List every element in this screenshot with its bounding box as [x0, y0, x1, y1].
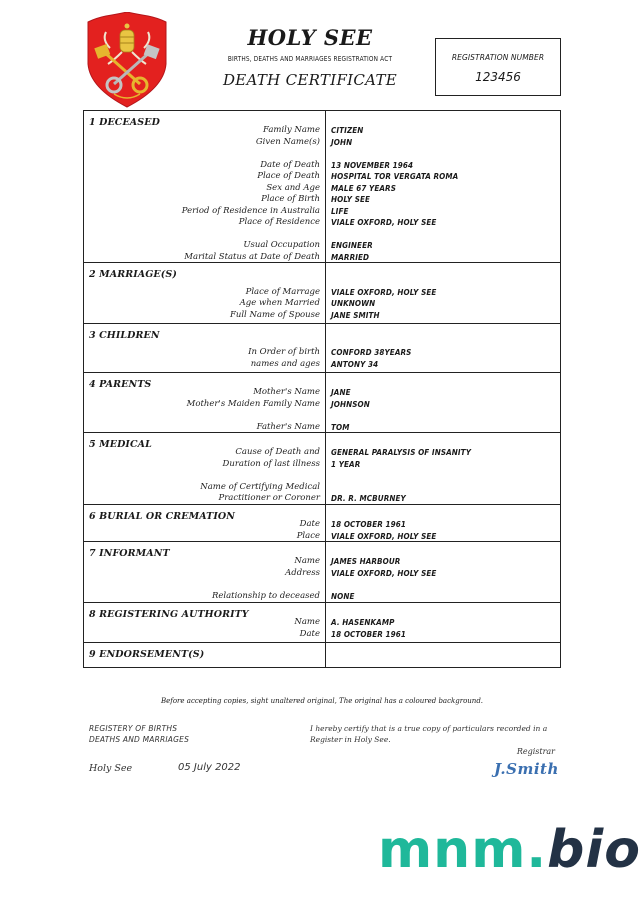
watermark-logo: [378, 818, 641, 882]
field-value: UNKNOWN: [331, 299, 376, 308]
section-title: 6 BURIAL OR CREMATION: [89, 511, 236, 522]
field-value: 1 YEAR: [331, 459, 361, 469]
field-value: HOSPITAL TOR VERGATA ROMA: [331, 172, 459, 181]
field-label: Date: [299, 628, 320, 639]
watermark-part-2: bio: [547, 820, 641, 880]
field-label: Mother's Name: [253, 387, 320, 397]
registration-number-label: REGISTRATION NUMBER: [451, 53, 545, 62]
field-label: Name of Certifying Medical: [200, 481, 320, 492]
field-label: Cause of Death and: [235, 447, 320, 457]
section-labels-cell: [84, 324, 326, 372]
registry-line-1: REGISTERY OF BIRTHS: [89, 724, 178, 733]
registration-act: BIRTHS, DEATHS AND MARRIAGES REGISTRATION ACT: [227, 55, 393, 63]
field-label: Father's Name: [256, 421, 320, 432]
issue-place: Holy See: [89, 763, 133, 774]
copy-notice: Before accepting copies, sight unaltered original, The original has a coloured background.: [160, 697, 484, 705]
spacer: [89, 229, 320, 241]
section-title: 8 REGISTERING AUTHORITY: [89, 609, 249, 620]
section-values-cell: [326, 505, 560, 541]
section-title: 2 MARRIAGE(S): [89, 269, 177, 280]
section-labels-cell: [84, 373, 326, 432]
certificate-section: [84, 111, 560, 263]
field-label: Name: [294, 617, 320, 627]
field-value: VIALE OXFORD, HOLY SEE: [331, 287, 437, 297]
field-label: Date of Death: [260, 159, 320, 170]
field-label: Place: [296, 530, 320, 541]
field-label: Given Name(s): [255, 136, 320, 147]
spacer: [89, 470, 320, 482]
field-value: [331, 482, 555, 494]
certificate-header: [200, 24, 420, 90]
spacer: [331, 148, 555, 160]
section-values-cell: [326, 373, 560, 432]
field-value: 18 OCTOBER 1961: [331, 629, 406, 639]
field-label: Place of Residence: [238, 217, 320, 227]
registration-number-box: [435, 38, 561, 96]
section-values-cell: [326, 542, 560, 602]
section-labels-cell: [84, 433, 326, 504]
field-value: JANE: [331, 388, 351, 397]
field-label: names and ages: [250, 358, 320, 369]
field-value: NONE: [331, 591, 355, 601]
holy-see-crest-icon: [84, 12, 170, 108]
section-values-cell: [326, 111, 560, 262]
field-value: 18 OCTOBER 1961: [331, 520, 406, 529]
field-label: Sex and Age: [266, 182, 320, 193]
section-values-cell: [326, 433, 560, 504]
field-label: Practitioner or Coroner: [218, 493, 320, 503]
certificate-section: [84, 433, 560, 505]
section-title: 9 ENDORSEMENT(S): [89, 649, 205, 660]
field-label: Date: [299, 519, 320, 529]
document-type: DEATH CERTIFICATE: [222, 71, 398, 89]
field-value: TOM: [331, 422, 350, 432]
field-value: DR. R. MCBURNEY: [331, 494, 406, 503]
field-value: A. HASENKAMP: [331, 618, 395, 627]
field-value: MALE 67 YEARS: [331, 183, 396, 193]
field-value: VIALE OXFORD, HOLY SEE: [331, 218, 437, 227]
field-label: Age when Married: [239, 298, 320, 308]
field-label: Name: [294, 556, 320, 566]
registry-line-2: DEATHS AND MARRIAGES: [89, 734, 190, 744]
field-value: LIFE: [331, 206, 349, 216]
section-title: 1 DECEASED: [89, 117, 160, 128]
spacer: [89, 579, 320, 591]
field-label: Period of Residence in Australia: [181, 205, 320, 216]
field-label: In Order of birth: [248, 347, 320, 357]
certificate-table: [83, 110, 561, 668]
watermark-part-1: mnm.: [378, 820, 548, 880]
section-title: 3 CHILDREN: [89, 330, 160, 341]
field-label: Mother's Maiden Family Name: [186, 398, 320, 409]
section-labels-cell: [84, 643, 326, 667]
field-value: HOLY SEE: [331, 195, 371, 204]
registry-name: [89, 724, 189, 745]
field-value: ANTONY 34: [331, 359, 379, 369]
field-value: CONFORD 38YEARS: [331, 348, 412, 357]
registrar-signature: J.Smith: [494, 760, 559, 778]
section-labels-cell: [84, 603, 326, 642]
country-title: HOLY SEE: [247, 25, 373, 50]
field-label: Place of Death: [257, 171, 320, 181]
spacer: [89, 148, 320, 160]
spacer: [89, 410, 320, 422]
section-values-cell: [326, 603, 560, 642]
section-values-cell: [326, 263, 560, 323]
field-label: Family Name: [263, 125, 320, 135]
certificate-section: [84, 373, 560, 433]
field-label: Usual Occupation: [243, 240, 320, 250]
field-value: ENGINEER: [331, 241, 373, 250]
certificate-section: [84, 603, 560, 643]
field-value: VIALE OXFORD, HOLY SEE: [331, 531, 437, 541]
certificate-section: [84, 505, 560, 542]
field-label: Marital Status at Date of Death: [184, 251, 320, 262]
certificate-section: [84, 542, 560, 603]
field-value: JOHN: [331, 137, 353, 147]
section-title: 7 INFORMANT: [89, 548, 170, 559]
certification-statement: I hereby certify that is a true copy of particulars recorded in a Register in Holy See.: [310, 724, 548, 744]
spacer: [331, 579, 555, 591]
spacer: [331, 410, 555, 422]
section-labels-cell: [84, 263, 326, 323]
field-label: Address: [285, 567, 320, 578]
field-value: JAMES HARBOUR: [331, 557, 401, 566]
certificate-section: [84, 324, 560, 373]
registration-number-value: 123456: [475, 70, 521, 84]
registrar-label: Registrar: [516, 747, 555, 756]
field-value: JANE SMITH: [331, 310, 380, 320]
section-title: 5 MEDICAL: [89, 439, 152, 450]
spacer: [331, 229, 555, 241]
field-label: Relationship to deceased: [211, 590, 320, 601]
section-values-cell: [326, 324, 560, 372]
issue-date: 05 July 2022: [178, 762, 241, 773]
section-values-cell: [326, 643, 560, 667]
field-value: JOHNSON: [331, 399, 370, 409]
certificate-section: [84, 263, 560, 324]
field-value: 13 NOVEMBER 1964: [331, 160, 414, 170]
field-label: Duration of last illness: [222, 458, 320, 469]
section-labels-cell: [84, 505, 326, 541]
field-label: Place of Marrage: [245, 286, 320, 297]
field-value: CITIZEN: [331, 126, 364, 135]
section-title: 4 PARENTS: [89, 379, 152, 390]
field-label: Full Name of Spouse: [229, 309, 320, 320]
field-value: VIALE OXFORD, HOLY SEE: [331, 568, 437, 578]
section-labels-cell: [84, 111, 326, 262]
field-label: Place of Birth: [261, 194, 320, 204]
spacer: [331, 470, 555, 482]
field-value: GENERAL PARALYSIS OF INSANITY: [331, 448, 472, 457]
section-labels-cell: [84, 542, 326, 602]
field-value: MARRIED: [331, 252, 370, 262]
certificate-section: [84, 643, 560, 667]
